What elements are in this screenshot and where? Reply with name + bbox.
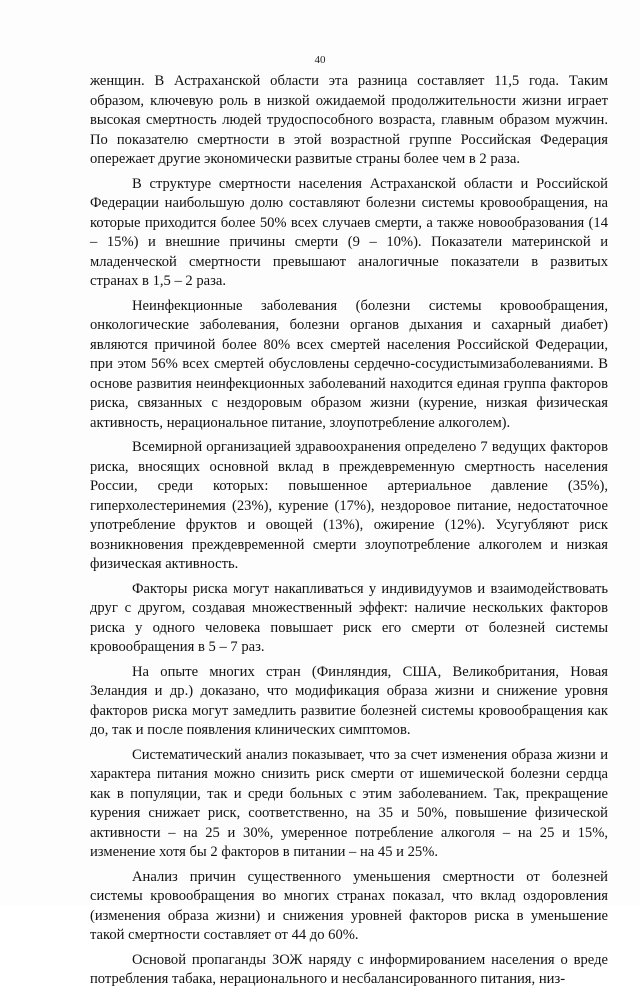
- body-text: [90, 72, 608, 990]
- paragraph-2: В структуре смертности населения Астраханской области и Российской Федерации наибольшую долю составляют болезни системы кровообращения, на которые приходится более 50% всех случаев смерти, а также новообразования (14 – 15%) и внешние причины смерти (9 – 10%). Показатели материнской и младенческой смертности превышают аналогичные показатели в развитых странах в 1,5 – 2 раза.: [90, 175, 608, 289]
- paragraph-4: Всемирной организацией здравоохранения определено 7 ведущих факторов риска, вносящих основной вклад в преждевременную смертность населения России, среди которых: повышенное артериальное давление (35%), гиперхолестеринемия (23%), курение (17%), нездоровое питание, недостаточное употребление фруктов и овощей (13%), ожирение (12%). Усугубляют риск возникновения преждевременной смерти злоупотребление алкоголем и низкая физическая активность.: [90, 439, 608, 572]
- paragraph-1: женщин. В Астраханской области эта разница составляет 11,5 года. Таким образом, ключевую роль в низкой ожидаемой продолжительности жизни играет высокая смертность людей трудоспособного возраста, главным образом мужчин. По показателю смертности в этой возрастной группе Российская Федерация опережает другие экономически развитые страны более чем в 2 раза.: [90, 73, 608, 167]
- paragraph-7: Систематический анализ показывает, что за счет изменения образа жизни и характера питания можно снизить риск смерти от ишемической болезни сердца как в популяции, так и среди больных с этим заболеванием. Так, прекращение курения снижает риск, соответственно, на 35 и 50%, повышение физической активности – на 25 и 30%, умеренное потребление алкоголя – на 25 и 15%, изменение хотя бы 2 факторов в питании – на 45 и 25%.: [90, 746, 608, 860]
- paragraph-6: На опыте многих стран (Финляндия, США, Великобритания, Новая Зеландия и др.) доказано, что модификация образа жизни и снижение уровня факторов риска могут замедлить развитие болезней системы кровообращения как до, так и после появления клинических симптомов.: [90, 663, 608, 738]
- paragraph-3: Неинфекционные заболевания (болезни системы кровообращения, онкологические заболевания, болезни органов дыхания и сахарный диабет) являются причиной более 80% всех смертей населения Российской Федерации, при этом 56% всех смертей обусловлены сердечно-сосудистымизаболеваниями. В основе развития неинфекционных заболеваний находится единая группа факторов риска, связанных с нездоровым образом жизни (курение, низкая физическая активность, нерациональное питание, злоупотребление алкоголем).: [90, 297, 608, 431]
- paragraph-9: Основой пропаганды ЗОЖ наряду с информированием населения о вреде потребления табака, нерационального и несбалансированного питания, низ-: [90, 951, 608, 987]
- page-number: 40: [314, 54, 326, 66]
- paragraph-8: Анализ причин существенного уменьшения смертности от болезней системы кровообращения во многих странах показал, что вклад оздоровления (изменения образа жизни) и снижения уровней факторов риска в уменьшение такой смертности составляет от 44 до 60%.: [90, 868, 608, 943]
- paragraph-5: Факторы риска могут накапливаться у индивидуумов и взаимодействовать друг с другом, создавая множественный эффект: наличие нескольких факторов риска у одного человека повышает риск его смерти от болезней системы кровообращения в 5 – 7 раз.: [90, 580, 608, 655]
